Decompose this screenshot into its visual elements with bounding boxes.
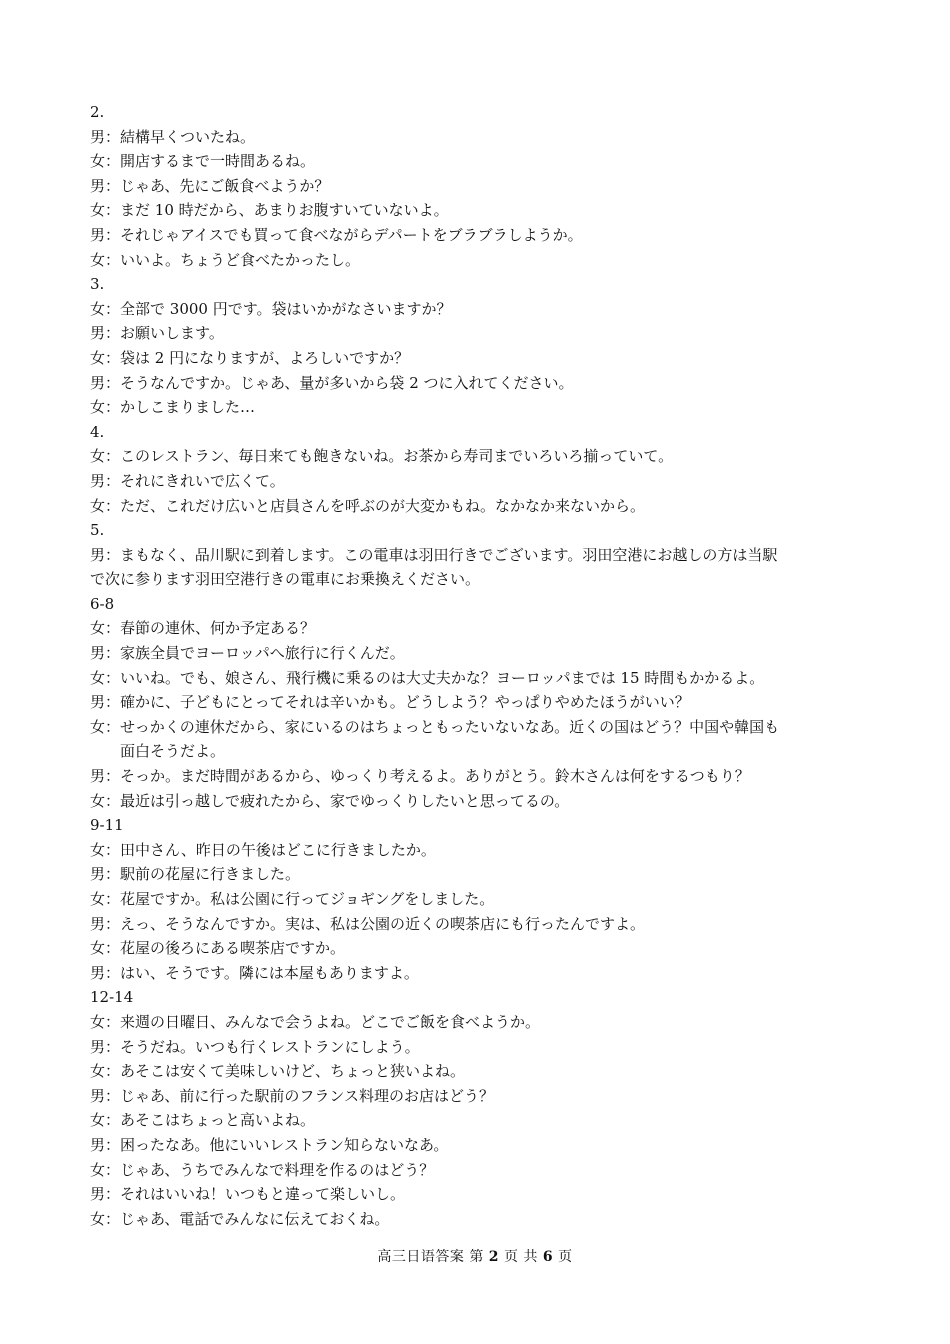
dialogue-line [90, 715, 865, 740]
speaker-colon: ： [105, 1160, 121, 1179]
utterance-text: そうだね。いつも行くレストランにしよう。 [120, 1037, 420, 1056]
footer-page-number: 2 [488, 1249, 500, 1265]
section-number: 4. [90, 422, 105, 441]
transcript-body [90, 100, 865, 1231]
speaker-label: 女 [90, 201, 106, 220]
speaker-label: 女 [90, 791, 106, 810]
speaker-label: 女 [90, 668, 106, 687]
utterance-text: 袋は 2 円になりますが、よろしいですか？ [120, 348, 410, 367]
dialogue-line [90, 1059, 865, 1084]
dialogue-line [90, 764, 865, 789]
speaker-colon: ： [105, 963, 121, 982]
speaker-colon: ： [105, 1012, 121, 1031]
utterance-text: 花屋の後ろにある喫茶店ですか。 [120, 939, 346, 958]
speaker-label: 男 [90, 914, 106, 933]
speaker-colon: ： [105, 250, 121, 269]
dialogue-line [90, 887, 865, 912]
footer-page-prefix: 第 [469, 1249, 484, 1265]
dialogue-line [90, 125, 865, 150]
dialogue-line [90, 1207, 865, 1232]
dialogue-line [90, 494, 865, 519]
dialogue-line [90, 223, 865, 248]
utterance-text: 全部で 3000 円です。袋はいかがなさいますか？ [120, 299, 452, 318]
section-number: 5. [90, 521, 105, 540]
speaker-colon: ： [105, 865, 121, 884]
speaker-label: 女 [90, 1062, 106, 1081]
dialogue-line [90, 1108, 865, 1133]
utterance-text: 駅前の花屋に行きました。 [120, 865, 301, 884]
utterance-continuation: 面白そうだよ。 [120, 742, 226, 761]
speaker-label: 女 [90, 717, 106, 736]
utterance-text: じゃあ、先にご飯食べようか？ [120, 176, 330, 195]
dialogue-line [90, 1182, 865, 1207]
speaker-label: 女 [90, 496, 106, 515]
utterance-text: そうなんですか。じゃあ、量が多いから袋 2 つに入れてください。 [120, 373, 574, 392]
dialogue-line [90, 789, 865, 814]
utterance-text: せっかくの連休だから、家にいるのはちょっともったいないなあ。近くの国はどう？中国や韓国も [120, 717, 780, 736]
dialogue-line [90, 961, 865, 986]
speaker-label: 女 [90, 619, 106, 638]
speaker-label: 男 [90, 865, 106, 884]
speaker-colon: ： [105, 1135, 121, 1154]
utterance-text: それはいいね！いつもと違って楽しいし。 [120, 1185, 406, 1204]
utterance-text: 確かに、子どもにとってそれは辛いかも。どうしよう？やっぱりやめたほうがいい？ [120, 693, 690, 712]
speaker-colon: ： [105, 398, 121, 417]
speaker-colon: ： [105, 1062, 121, 1081]
utterance-text: かしこまりました… [120, 398, 256, 417]
speaker-label: 女 [90, 939, 106, 958]
speaker-label: 女 [90, 1209, 106, 1228]
dialogue-line [90, 616, 865, 641]
utterance-text: あそこはちょっと高いよね。 [120, 1111, 316, 1130]
footer-page-mid: 页 共 [504, 1249, 538, 1265]
speaker-label: 男 [90, 1037, 106, 1056]
speaker-colon: ： [105, 127, 121, 146]
speaker-label: 女 [90, 1160, 106, 1179]
speaker-label: 男 [90, 225, 106, 244]
speaker-colon: ： [105, 545, 121, 564]
section-number: 6-8 [90, 594, 115, 613]
utterance-text: じゃあ、電話でみんなに伝えておくね。 [120, 1209, 390, 1228]
dialogue-line [90, 395, 865, 420]
speaker-label: 男 [90, 693, 106, 712]
speaker-colon: ： [105, 496, 121, 515]
section-number: 2. [90, 103, 105, 121]
dialogue-line [90, 346, 865, 371]
speaker-label: 男 [90, 963, 106, 982]
dialogue-line [90, 1035, 865, 1060]
speaker-label: 女 [90, 398, 106, 417]
speaker-colon: ： [105, 619, 121, 638]
utterance-text: まだ 10 時だから、あまりお腹すいていないよ。 [120, 201, 449, 220]
speaker-colon: ： [105, 225, 121, 244]
speaker-label: 女 [90, 840, 106, 859]
speaker-colon: ： [105, 644, 121, 663]
dialogue-line [90, 641, 865, 666]
section-number: 3. [90, 275, 105, 294]
utterance-text: 最近は引っ越しで疲れたから、家でゆっくりしたいと思ってるの。 [120, 791, 570, 810]
speaker-label: 男 [90, 644, 106, 663]
utterance-text: 困ったなあ。他にいいレストラン知らないなあ。 [120, 1135, 449, 1154]
section-number: 9-11 [90, 816, 124, 835]
utterance-text: いいね。でも、娘さん、飛行機に乗るのは大丈夫かな？ヨーロッパまでは 15 時間もかかるよ。 [120, 668, 765, 687]
dialogue-line [90, 297, 865, 322]
speaker-label: 女 [90, 348, 106, 367]
dialogue-line [90, 1158, 865, 1183]
dialogue-line [90, 174, 865, 199]
speaker-label: 男 [90, 1086, 106, 1105]
section-number: 12-14 [90, 988, 134, 1007]
dialogue-line [90, 371, 865, 396]
utterance-text: じゃあ、うちでみんなで料理を作るのはどう？ [120, 1160, 435, 1179]
utterance-text: それにきれいで広くて。 [120, 471, 285, 490]
utterance-text: いいよ。ちょうど食べたかったし。 [120, 250, 361, 269]
footer-title: 高三日语答案 [377, 1249, 465, 1265]
speaker-colon: ： [105, 373, 121, 392]
speaker-label: 男 [90, 545, 106, 564]
dialogue-line [90, 248, 865, 273]
speaker-label: 女 [90, 1111, 106, 1130]
dialogue-line [90, 862, 865, 887]
utterance-text: そっか。まだ時間があるから、ゆっくり考えるよ。ありがとう。鈴木さんは何をするつもり？ [120, 767, 750, 786]
speaker-colon: ： [105, 693, 121, 712]
dialogue-line [90, 1133, 865, 1158]
page-footer [0, 1246, 950, 1266]
speaker-colon: ： [105, 471, 121, 490]
speaker-colon: ： [105, 299, 121, 318]
dialogue-line [90, 543, 865, 568]
speaker-label: 男 [90, 373, 106, 392]
speaker-colon: ： [105, 152, 121, 171]
dialogue-line [90, 1084, 865, 1109]
dialogue-line [90, 149, 865, 174]
utterance-text: ただ、これだけ広いと店員さんを呼ぶのが大変かもね。なかなか来ないから。 [120, 496, 646, 515]
utterance-text: あそこは安くて美味しいけど、ちょっと狭いよね。 [120, 1062, 466, 1081]
speaker-colon: ： [105, 840, 121, 859]
speaker-colon: ： [105, 914, 121, 933]
speaker-colon: ： [105, 201, 121, 220]
footer-page-suffix: 页 [558, 1249, 573, 1265]
speaker-label: 男 [90, 1185, 106, 1204]
speaker-label: 男 [90, 1135, 106, 1154]
speaker-colon: ： [105, 767, 121, 786]
speaker-colon: ： [105, 791, 121, 810]
utterance-text: はい、そうです。隣には本屋もありますよ。 [120, 963, 419, 982]
speaker-label: 女 [90, 299, 106, 318]
utterance-text: 開店するまで一時間あるね。 [120, 152, 316, 171]
dialogue-line [90, 198, 865, 223]
dialogue-line [90, 1010, 865, 1035]
speaker-colon: ： [105, 176, 121, 195]
utterance-text: えっ、そうなんですか。実は、私は公園の近くの喫茶店にも行ったんですよ。 [120, 914, 646, 933]
dialogue-line [90, 912, 865, 937]
speaker-colon: ： [105, 939, 121, 958]
speaker-colon: ： [105, 324, 121, 343]
utterance-text: 春節の連休、何か予定ある？ [120, 619, 316, 638]
utterance-text: お願いします。 [120, 324, 224, 343]
dialogue-line [90, 936, 865, 961]
utterance-text: 結構早くついたね。 [120, 127, 256, 146]
dialogue-line [90, 690, 865, 715]
speaker-label: 男 [90, 324, 106, 343]
speaker-label: 女 [90, 152, 106, 171]
speaker-colon: ： [105, 348, 121, 367]
speaker-colon: ： [105, 1185, 121, 1204]
speaker-label: 女 [90, 250, 106, 269]
dialogue-line [90, 666, 865, 691]
speaker-colon: ： [105, 1037, 121, 1056]
speaker-colon: ： [105, 1086, 121, 1105]
speaker-colon: ： [105, 890, 121, 908]
speaker-label: 女 [90, 890, 106, 908]
footer-total-pages: 6 [542, 1249, 554, 1265]
dialogue-line [90, 444, 865, 469]
dialogue-line [90, 469, 865, 494]
speaker-colon: ： [105, 1111, 121, 1130]
dialogue-line [90, 321, 865, 346]
speaker-colon: ： [105, 668, 121, 687]
speaker-colon: ： [105, 1209, 121, 1228]
speaker-label: 女 [90, 447, 106, 466]
speaker-colon: ： [105, 447, 121, 466]
utterance-text: まもなく、品川駅に到着します。この電車は羽田行きでございます。羽田空港にお越しの方は当駅 [120, 545, 778, 564]
speaker-label: 男 [90, 127, 106, 146]
utterance-text: じゃあ、前に行った駅前のフランス料理のお店はどう？ [120, 1086, 494, 1105]
utterance-text: 来週の日曜日、みんなで会うよね。どこでご飯を食べようか。 [120, 1012, 541, 1031]
utterance-text: それじゃアイスでも買って食べながらデパートをブラブラしようか。 [120, 225, 583, 244]
speaker-label: 女 [90, 1012, 106, 1031]
utterance-text: 花屋ですか。私は公園に行ってジョギングをしました。 [120, 890, 495, 908]
speaker-colon: ： [105, 717, 121, 736]
speaker-label: 男 [90, 471, 106, 490]
dialogue-line [90, 838, 865, 863]
utterance-text: このレストラン、毎日来ても飽きないね。お茶から寿司までいろいろ揃っていて。 [120, 447, 674, 466]
utterance-continuation: で次に参ります羽田空港行きの電車にお乗換えください。 [90, 570, 481, 589]
utterance-text: 田中さん、昨日の午後はどこに行きましたか。 [120, 840, 436, 859]
speaker-label: 男 [90, 767, 106, 786]
speaker-label: 男 [90, 176, 106, 195]
utterance-text: 家族全員でヨーロッパへ旅行に行くんだ。 [120, 644, 405, 663]
